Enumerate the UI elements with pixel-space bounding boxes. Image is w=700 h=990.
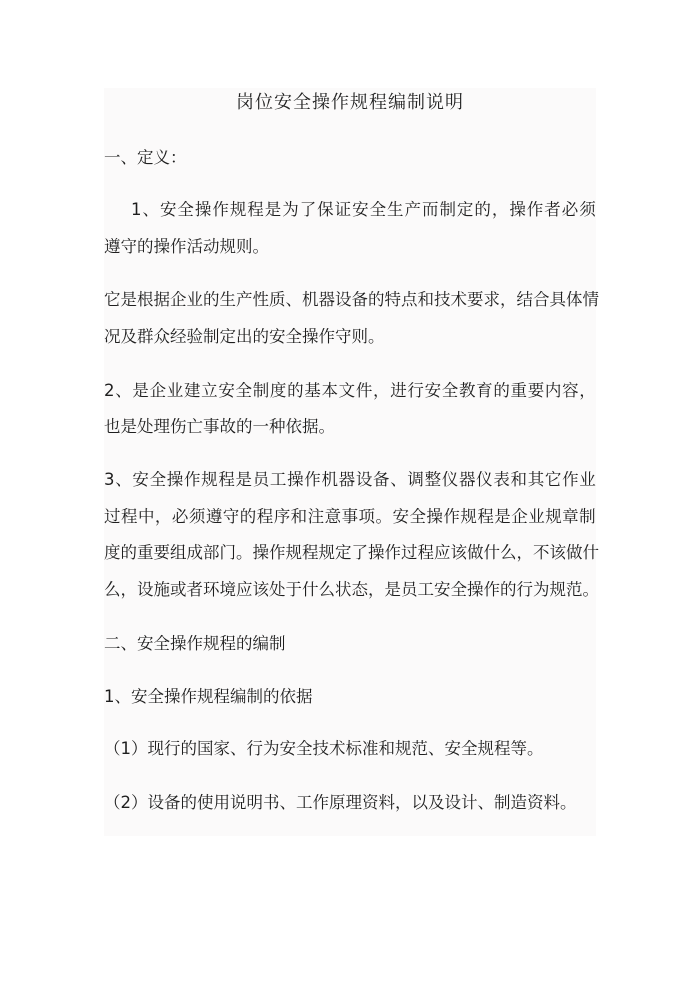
list-item: （1）现行的国家、行为安全技术标准和规范、安全规程等。 bbox=[104, 739, 544, 758]
paragraph-line: 3 、 安 全 操 作 规 程 是 员 工 操 作 机 器 设 备 、 调 整 仪 器 仪 表 和 其 它 作 业 bbox=[104, 470, 596, 489]
paragraph-line: 么 ， 设 施 或 者 环 境 应 该 处 于 什 么 状 态 ， 是 员 工 安 全 操 作 的 行 为 规 范 。 bbox=[104, 580, 599, 599]
paragraph-line: 遵守的操作活动规则。 bbox=[104, 237, 269, 256]
page-title: 岗位安全操作规程编制说明 bbox=[236, 92, 464, 113]
paragraph-line: 它 是 根 据 企 业 的 生 产 性 质 、 机 器 设 备 的 特 点 和 技 术 要 求 ， 结 合 具 体 情 bbox=[104, 290, 599, 309]
section-heading-definition: 一、定义： bbox=[104, 148, 187, 167]
paragraph-line: 过 程 中 ， 必 须 遵 守 的 程 序 和 注 意 事 项 。 安 全 操 作 规 程 是 企 业 规 章 制 bbox=[104, 507, 596, 526]
subsection-heading: 1、安全操作规程编制的依据 bbox=[104, 687, 313, 706]
list-item: （2）设备的使用说明书、工作原理资料，以及设计、制造资料。 bbox=[104, 793, 577, 812]
paragraph-line: 度 的 重 要 组 成 部 门 。 操 作 规 程 规 定 了 操 作 过 程 应 该 做 什 么 ， 不 该 做 什 bbox=[104, 543, 599, 562]
paragraph-line: 也是处理伤亡事故的一种依据。 bbox=[104, 417, 335, 436]
paragraph-line: 况及群众经验制定出的安全操作守则。 bbox=[104, 327, 385, 346]
paragraph-line: 2 、 是 企 业 建 立 安 全 制 度 的 基 本 文 件 ， 进 行 安 全 教 育 的 重 要 内 容 ， bbox=[104, 381, 596, 400]
section-heading-compilation: 二、安全操作规程的编制 bbox=[104, 634, 286, 653]
paragraph-line: 1 、 安 全 操 作 规 程 是 为 了 保 证 安 全 生 产 而 制 定 的 ， 操 作 者 必 须 bbox=[131, 200, 596, 219]
